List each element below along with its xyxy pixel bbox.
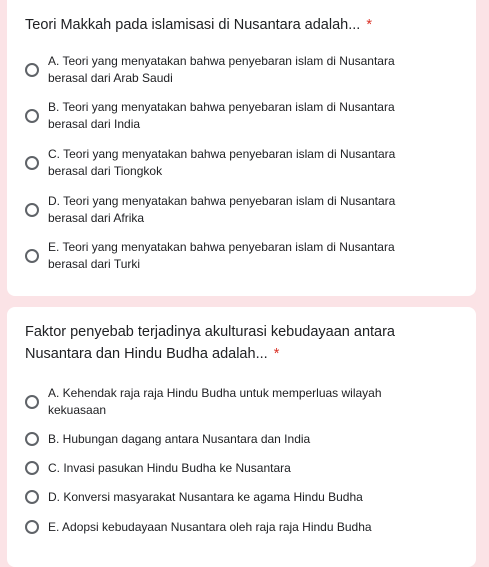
q1-option-e-label: E. Teori yang menyatakan bahwa penyebaran islam di Nusantara berasal dari Turki [48, 240, 395, 271]
q2-option-e-label: E. Adopsi kebudayaan Nusantara oleh raja raja Hindu Budha [48, 520, 372, 534]
q2-option-e[interactable] [25, 519, 465, 553]
q2-option-b-label: B. Hubungan dagang antara Nusantara dan India [48, 432, 311, 446]
q1-option-c[interactable] [25, 146, 465, 180]
radio-button-icon[interactable] [25, 395, 39, 409]
question-title-2 [25, 322, 465, 365]
q2-option-a[interactable] [25, 385, 465, 419]
radio-button-icon[interactable] [25, 249, 39, 263]
radio-button-icon[interactable] [25, 63, 39, 77]
question-title-1 [25, 15, 465, 37]
question-card-2 [7, 307, 476, 567]
question-title-2-text: Faktor penyebab terjadinya akulturasi kebudayaan antara Nusantara dan Hindu Budha adalah... [25, 324, 395, 362]
q1-option-b[interactable] [25, 99, 465, 133]
radio-button-icon[interactable] [25, 203, 39, 217]
radio-button-icon[interactable] [25, 156, 39, 170]
radio-button-icon[interactable] [25, 432, 39, 446]
q1-option-e[interactable] [25, 239, 465, 273]
radio-button-icon[interactable] [25, 490, 39, 504]
q1-option-d-label: D. Teori yang menyatakan bahwa penyebaran islam di Nusantara berasal dari Afrika [48, 194, 396, 225]
q2-option-a-label: A. Kehendak raja raja Hindu Budha untuk memperluas wilayah kekuasaan [48, 386, 382, 417]
q1-option-c-label: C. Teori yang menyatakan bahwa penyebaran islam di Nusantara berasal dari Tiongkok [48, 147, 396, 178]
q1-option-a[interactable] [25, 53, 465, 87]
q2-option-d[interactable] [25, 489, 465, 523]
question-title-1-text: Teori Makkah pada islamisasi di Nusantara adalah... [25, 17, 361, 33]
q1-option-b-label: B. Teori yang menyatakan bahwa penyebaran islam di Nusantara berasal dari India [48, 100, 395, 131]
q1-option-d[interactable] [25, 193, 465, 227]
radio-button-icon[interactable] [25, 109, 39, 123]
q1-option-a-label: A. Teori yang menyatakan bahwa penyebaran islam di Nusantara berasal dari Arab Saudi [48, 54, 395, 85]
required-asterisk: * [366, 17, 372, 33]
q2-option-c-label: C. Invasi pasukan Hindu Budha ke Nusantara [48, 461, 291, 475]
required-asterisk: * [273, 345, 280, 362]
q2-option-d-label: D. Konversi masyarakat Nusantara ke agama Hindu Budha [48, 490, 363, 504]
question-card-1 [7, 0, 476, 296]
radio-button-icon[interactable] [25, 461, 39, 475]
radio-button-icon[interactable] [25, 520, 39, 534]
